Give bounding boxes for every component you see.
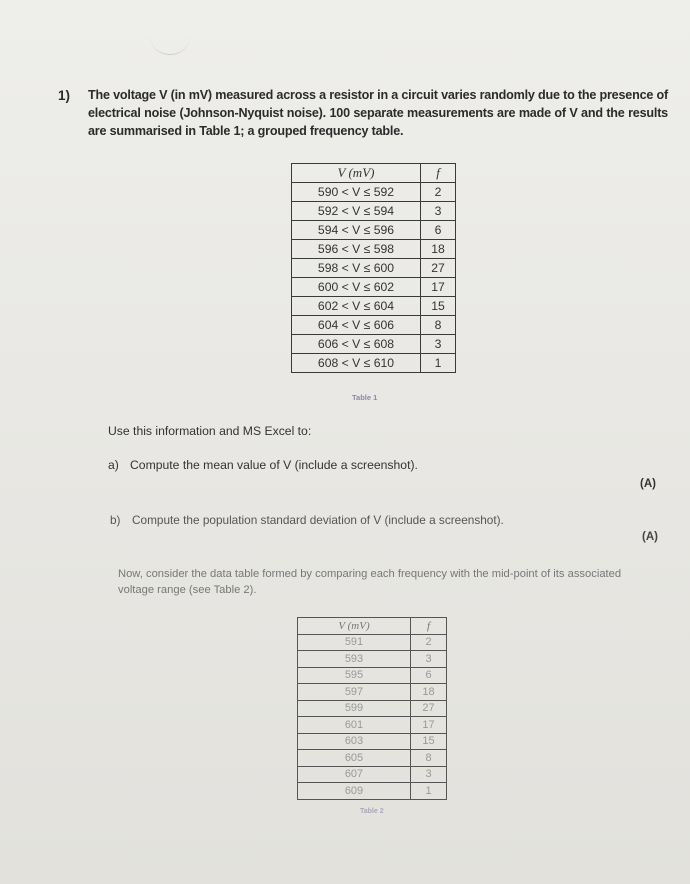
table2-cell-f: 3	[411, 651, 447, 668]
table2-cell-v: 609	[298, 783, 411, 800]
table-row	[298, 634, 447, 651]
part-a-text: Compute the mean value of V (include a screenshot).	[130, 458, 418, 472]
table1-cell-v: 600 < V ≤ 602	[292, 278, 421, 297]
question-number: 1)	[58, 88, 71, 103]
part-a	[108, 458, 418, 472]
table-row	[298, 651, 447, 668]
table1-header-f: f	[421, 164, 456, 183]
now-paragraph: Now, consider the data table formed by comparing each frequency with the mid-point of its associated voltage range (see Table 2).	[118, 568, 622, 596]
table2-cell-v: 603	[298, 733, 411, 750]
table2-cell-f: 8	[411, 750, 447, 767]
table2-cell-f: 18	[411, 684, 447, 701]
table-row	[298, 733, 447, 750]
table2-cell-f: 3	[411, 766, 447, 783]
part-b-text: Compute the population standard deviation of V (include a screenshot).	[132, 513, 504, 527]
table-row	[292, 221, 456, 240]
table1-cell-f: 2	[421, 183, 456, 202]
table-row	[298, 750, 447, 767]
part-a-label: a)	[108, 458, 119, 472]
table2-cell-v: 591	[298, 634, 411, 651]
table-row	[298, 766, 447, 783]
table1-cell-f: 1	[421, 354, 456, 373]
table-2	[297, 617, 447, 800]
table2-cell-v: 605	[298, 750, 411, 767]
table-row	[292, 202, 456, 221]
table1-cell-f: 15	[421, 297, 456, 316]
table-row	[292, 335, 456, 354]
table2-cell-f: 6	[411, 667, 447, 684]
table2-body	[298, 634, 447, 799]
part-b-marks: (A)	[642, 531, 658, 543]
table-row	[298, 700, 447, 717]
table-row	[292, 297, 456, 316]
table-row	[292, 240, 456, 259]
table-row	[298, 684, 447, 701]
table2-cell-v: 595	[298, 667, 411, 684]
table1-cell-v: 592 < V ≤ 594	[292, 202, 421, 221]
table2-cell-f: 15	[411, 733, 447, 750]
instructions: Use this information and MS Excel to:	[108, 424, 312, 438]
table2-cell-f: 17	[411, 717, 447, 734]
table2-cell-v: 601	[298, 717, 411, 734]
table2-cell-f: 27	[411, 700, 447, 717]
table1-cell-v: 594 < V ≤ 596	[292, 221, 421, 240]
table2-cell-v: 599	[298, 700, 411, 717]
table-row	[298, 667, 447, 684]
table2-header-f: f	[411, 618, 447, 635]
table1-caption: Table 1	[352, 393, 378, 402]
question-intro: The voltage V (in mV) measured across a resistor in a circuit varies randomly due to the presence of electrical noise (Johnson-Nyquist noise). 100 separate measurements are made of V and the results are summarised in Table 1; a grouped frequency table.	[88, 88, 668, 138]
table2-cell-v: 607	[298, 766, 411, 783]
table1-body	[292, 183, 456, 373]
part-b-label: b)	[110, 513, 121, 527]
table1-cell-v: 606 < V ≤ 608	[292, 335, 421, 354]
table1-cell-v: 608 < V ≤ 610	[292, 354, 421, 373]
table-row	[292, 278, 456, 297]
part-b	[110, 513, 504, 527]
table2-cell-v: 593	[298, 651, 411, 668]
table-row	[292, 316, 456, 335]
table2-cell-v: 597	[298, 684, 411, 701]
table-row	[298, 783, 447, 800]
paper-mark	[150, 36, 190, 55]
table1-cell-v: 604 < V ≤ 606	[292, 316, 421, 335]
table-row	[298, 717, 447, 734]
table1-cell-f: 27	[421, 259, 456, 278]
table2-cell-f: 1	[411, 783, 447, 800]
table-row	[292, 354, 456, 373]
table-row	[292, 183, 456, 202]
table1-cell-v: 598 < V ≤ 600	[292, 259, 421, 278]
part-a-marks: (A)	[640, 478, 656, 490]
table2-cell-f: 2	[411, 634, 447, 651]
table1-cell-v: 602 < V ≤ 604	[292, 297, 421, 316]
table1-header-v: V (mV)	[292, 164, 421, 183]
table2-caption: Table 2	[360, 808, 384, 815]
table-1	[291, 163, 456, 373]
table1-cell-f: 3	[421, 335, 456, 354]
table1-cell-f: 8	[421, 316, 456, 335]
table1-cell-v: 590 < V ≤ 592	[292, 183, 421, 202]
table1-cell-f: 18	[421, 240, 456, 259]
table1-cell-f: 6	[421, 221, 456, 240]
table1-cell-f: 3	[421, 202, 456, 221]
table-row	[292, 259, 456, 278]
table1-cell-f: 17	[421, 278, 456, 297]
table1-cell-v: 596 < V ≤ 598	[292, 240, 421, 259]
table2-header-v: V (mV)	[298, 618, 411, 635]
